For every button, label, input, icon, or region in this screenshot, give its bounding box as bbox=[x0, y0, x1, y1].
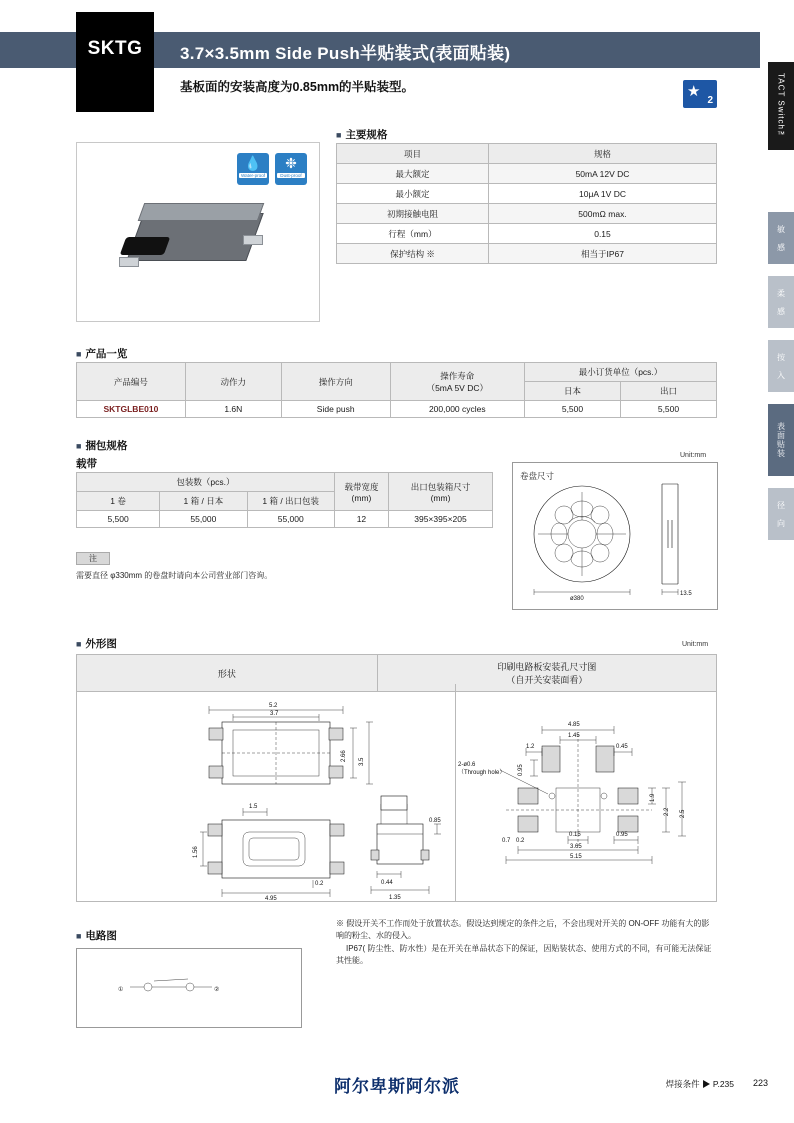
product-moq-export: 5,500 bbox=[620, 401, 716, 418]
spec-section-title: ■ 主要规格 bbox=[336, 127, 387, 142]
table-row bbox=[337, 204, 717, 224]
dim-1-56: 1.56 bbox=[193, 846, 199, 858]
status-badge bbox=[683, 80, 717, 108]
packing-subtitle: 载带 bbox=[76, 458, 97, 470]
switch-terminal-right bbox=[243, 235, 263, 245]
product-header-force: 动作力 bbox=[185, 363, 281, 401]
note-text: 需要直径 φ330mm 的卷盘时请向本公司营业部门咨询。 bbox=[76, 571, 273, 580]
sidebar-item-soft[interactable] bbox=[768, 276, 794, 328]
spec-header-item: 项目 bbox=[337, 144, 489, 164]
packing-table bbox=[76, 472, 493, 528]
product-header-code: 产品编号 bbox=[77, 363, 186, 401]
sidebar-item-label: 表面贴装 bbox=[776, 422, 786, 458]
outline-unit-note: Unit:mm bbox=[682, 641, 709, 648]
spec-value: 500mΩ max. bbox=[489, 204, 717, 224]
sidebar-item-smd[interactable] bbox=[768, 404, 794, 476]
circuit-terminal-1: ① bbox=[118, 987, 124, 993]
table-row bbox=[337, 164, 717, 184]
product-header-moq-export: 出口 bbox=[620, 382, 716, 401]
packing-header-carton-line1: 出口包装箱尺寸 bbox=[410, 481, 471, 492]
footer-reference-label: 焊接条件 bbox=[665, 1079, 700, 1089]
dim-5-2: 5.2 bbox=[269, 703, 278, 709]
dim-1-35: 1.35 bbox=[389, 895, 401, 901]
packing-header-tapewidth-line1: 载带宽度 bbox=[344, 481, 379, 492]
page-subtitle: 基板面的安装高度为0.85mm的半贴装型。 bbox=[180, 80, 415, 94]
outline-col-pcb-line1: 印刷电路板安装孔尺寸图 bbox=[497, 662, 597, 672]
dust-proof-icon bbox=[275, 153, 307, 185]
reel-unit-note: Unit:mm bbox=[680, 452, 707, 459]
outline-drawing-area bbox=[76, 684, 717, 902]
caution-text bbox=[336, 918, 716, 968]
dim-3-65: 3.65 bbox=[570, 844, 582, 850]
product-table bbox=[76, 362, 717, 418]
switch-terminal-left bbox=[119, 257, 139, 267]
caution-line-2: IP67( 防尘性、防水性）是在开关在单品状态下的保证，因贴装状态、使用方式的不同，有可能无法保证其性能。 bbox=[336, 943, 712, 966]
water-drop-glyph: 💧 bbox=[244, 155, 262, 171]
circuit-diagram bbox=[76, 948, 302, 1028]
outline-section-title: ■ 外形图 bbox=[76, 636, 117, 651]
dim-0-7: 0.7 bbox=[502, 838, 511, 844]
dim-4-85: 4.85 bbox=[568, 722, 580, 728]
dim-1-5: 1.5 bbox=[249, 804, 258, 810]
dim-1-2: 1.2 bbox=[526, 744, 535, 750]
product-section-title: ■ 产品一览 bbox=[76, 346, 127, 361]
packing-section-title: ■ 捆包规格 bbox=[76, 438, 127, 453]
table-row bbox=[337, 184, 717, 204]
table-row bbox=[77, 401, 717, 418]
dim-0-95a: 0.95 bbox=[518, 764, 524, 776]
reel-drawing bbox=[512, 462, 718, 610]
spec-value: 相当于IP67 bbox=[489, 244, 717, 264]
packing-header-box-jp: 1 箱 / 日本 bbox=[160, 492, 247, 511]
water-proof-label: Water-proof bbox=[240, 173, 266, 178]
note-tag: 注 bbox=[76, 552, 110, 565]
packing-header-carton-line2: (mm) bbox=[430, 492, 451, 503]
sidebar-item-label: 按 入 bbox=[776, 352, 786, 380]
circuit-terminal-2: ② bbox=[214, 987, 220, 993]
switch-top-cover bbox=[138, 203, 265, 221]
packing-header-tapewidth-line2: (mm) bbox=[351, 492, 372, 503]
dim-0-95b: 0.95 bbox=[616, 832, 628, 838]
dim-0-15: 0.15 bbox=[569, 832, 581, 838]
circuit-section-title: ■ 电路图 bbox=[76, 928, 117, 943]
product-life: 200,000 cycles bbox=[390, 401, 524, 418]
spec-item: 初期接触电阻 bbox=[337, 204, 489, 224]
dim-2-66: 2.66 bbox=[341, 750, 347, 762]
footer-reference-page: ▶ P.235 bbox=[702, 1079, 734, 1089]
pcb-hole-note-line2: （Through hole） bbox=[458, 770, 506, 776]
header-code-box bbox=[76, 12, 154, 112]
outline-col-pcb-line2: （自开关安装面看） bbox=[506, 675, 588, 685]
dim-2-2: 2.2 bbox=[664, 807, 670, 816]
spec-item: 最大额定 bbox=[337, 164, 489, 184]
sidebar-item-label: 敏 感 bbox=[776, 224, 786, 252]
table-row bbox=[77, 511, 493, 528]
sidebar-item-sensitive[interactable] bbox=[768, 212, 794, 264]
pcb-hole-note-line1: 2-ø0.6 bbox=[458, 762, 476, 768]
spec-item: 行程（mm） bbox=[337, 224, 489, 244]
sidebar-item-label: TACT Switch™ bbox=[776, 72, 786, 140]
dim-4-95: 4.95 bbox=[265, 896, 277, 902]
dim-3-5: 3.5 bbox=[359, 757, 365, 766]
reel-diameter-dim: ø380 bbox=[570, 596, 584, 602]
product-moq-jp: 5,500 bbox=[524, 401, 620, 418]
dim-0-85: 0.85 bbox=[429, 818, 441, 824]
packing-box-export-qty: 55,000 bbox=[247, 511, 334, 528]
sidebar-item-label: 柔 感 bbox=[776, 288, 786, 316]
reel-width-dim: 13.5 bbox=[680, 591, 692, 597]
product-series-code: SKTG bbox=[87, 38, 143, 59]
product-header-moq-jp: 日本 bbox=[524, 382, 620, 401]
product-header-life-line2: （5mA 5V DC） bbox=[426, 382, 488, 393]
pcb-layout-drawing bbox=[456, 684, 718, 902]
packing-box-jp-qty: 55,000 bbox=[160, 511, 247, 528]
sidebar-item-tact-switch[interactable] bbox=[768, 62, 794, 150]
product-photo bbox=[76, 142, 320, 322]
packing-header-reel: 1 卷 bbox=[77, 492, 160, 511]
spec-item: 最小额定 bbox=[337, 184, 489, 204]
spec-value: 0.15 bbox=[489, 224, 717, 244]
table-header-row bbox=[337, 144, 717, 164]
spec-value: 10μA 1V DC bbox=[489, 184, 717, 204]
dim-0-2-pcb: 0.2 bbox=[516, 838, 525, 844]
dim-1-9: 1.9 bbox=[650, 793, 656, 802]
dim-1-45: 1.45 bbox=[568, 733, 580, 739]
dust-glyph: ❉ bbox=[285, 155, 297, 171]
spec-header-value: 规格 bbox=[489, 144, 717, 164]
page-title: 3.7×3.5mm Side Push半贴装式(表面贴装) bbox=[180, 44, 511, 63]
shape-drawing bbox=[77, 684, 455, 902]
product-header-life-line1: 操作寿命 bbox=[440, 370, 475, 381]
spec-value: 50mA 12V DC bbox=[489, 164, 717, 184]
table-header-row bbox=[77, 473, 493, 492]
packing-tape-width: 12 bbox=[334, 511, 388, 528]
sidebar-item-radial[interactable] bbox=[768, 488, 794, 540]
product-code: SKTGLBE010 bbox=[77, 401, 186, 418]
switch-illustration bbox=[115, 191, 285, 283]
sidebar-item-push[interactable] bbox=[768, 340, 794, 392]
outline-col-shape: 形状 bbox=[77, 655, 378, 692]
dim-3-7: 3.7 bbox=[270, 711, 279, 717]
sidebar-item-label: 径 向 bbox=[776, 500, 786, 528]
reel-drawing-title: 卷盘尺寸 bbox=[520, 471, 555, 481]
packing-header-qty: 包装数（pcs.） bbox=[77, 473, 335, 492]
product-force: 1.6N bbox=[185, 401, 281, 418]
spec-table bbox=[336, 143, 717, 264]
page-number: 223 bbox=[752, 1078, 768, 1088]
product-header-moq: 最小订货单位（pcs.） bbox=[524, 363, 716, 382]
switch-actuator bbox=[120, 237, 171, 255]
table-row bbox=[337, 224, 717, 244]
footer-brand: 阿尔卑斯阿尔派 bbox=[334, 1077, 460, 1096]
dim-0-44: 0.44 bbox=[381, 880, 393, 886]
packing-header-box-export: 1 箱 / 出口包装 bbox=[247, 492, 334, 511]
dim-2-5: 2.5 bbox=[680, 809, 686, 818]
footer-reference[interactable] bbox=[666, 1078, 734, 1090]
packing-reel-qty: 5,500 bbox=[77, 511, 160, 528]
dim-0-45: 0.45 bbox=[616, 744, 628, 750]
caution-line-1: ※ 假设开关不工作而处于放置状态。假设达到规定的条件之后，不会出现对开关的 ON-OFF 功能有大的影响的粉尘、水的侵入。 bbox=[336, 919, 710, 941]
dim-5-15: 5.15 bbox=[570, 854, 582, 860]
dim-0-2: 0.2 bbox=[315, 881, 324, 887]
spec-item: 保护结构 ※ bbox=[337, 244, 489, 264]
packing-carton-size: 395×395×205 bbox=[388, 511, 492, 528]
dust-proof-label: Dust-proof bbox=[277, 173, 305, 178]
table-header-row bbox=[77, 363, 717, 382]
water-proof-icon bbox=[237, 153, 269, 185]
badge-number: 2 bbox=[707, 95, 713, 106]
product-direction: Side push bbox=[281, 401, 390, 418]
star-icon: ★ bbox=[687, 83, 701, 100]
table-row bbox=[337, 244, 717, 264]
product-header-direction: 操作方向 bbox=[281, 363, 390, 401]
